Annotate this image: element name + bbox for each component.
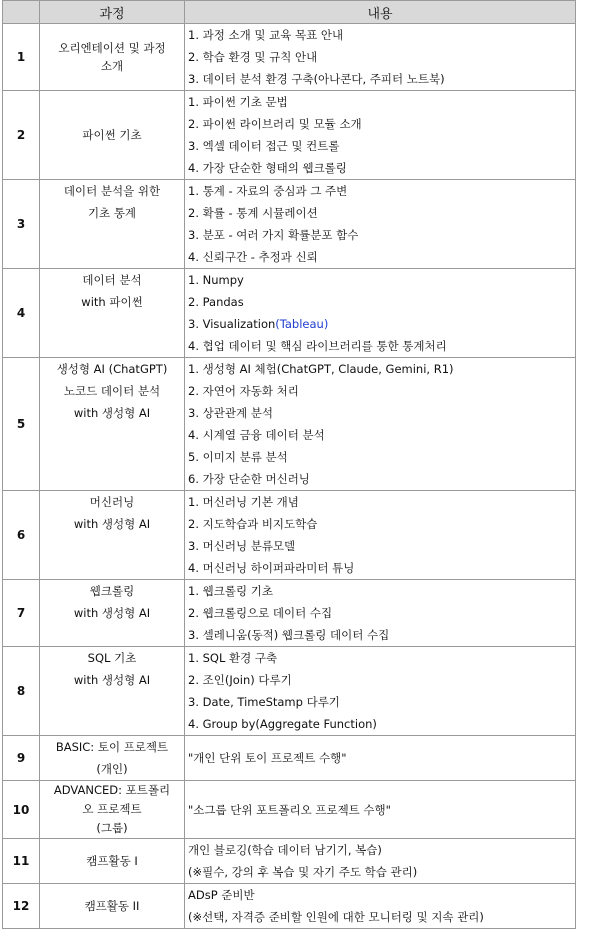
row-content [185, 491, 576, 580]
row-title-line: (개인) [96, 762, 128, 776]
content-item: "개인 단위 토이 프로젝트 수행" [188, 751, 347, 765]
row-number: 4 [3, 269, 40, 358]
row-title-line: 데이터 분석을 위한 [63, 184, 161, 198]
content-item: 1. 생성형 AI 체험(ChatGPT, Claude, Gemini, R1) [188, 362, 454, 376]
row-title [40, 580, 185, 647]
row-content [185, 839, 576, 884]
row-title-line: 파이썬 기초 [82, 128, 142, 142]
row-content [185, 91, 576, 180]
row-title [40, 180, 185, 269]
row-number: 2 [3, 91, 40, 180]
row-title-line: with 생성형 AI [73, 406, 151, 420]
content-item: 2. 웹크롤링으로 데이터 수집 [188, 606, 333, 620]
content-item: 4. 시계열 금융 데이터 분석 [188, 428, 325, 442]
row-title-line: with 생성형 AI [73, 517, 151, 531]
content-item: 4. 가장 단순한 형태의 웹크롤링 [188, 161, 347, 175]
row-title-line: 소개 [100, 59, 124, 73]
row-title [40, 491, 185, 580]
content-item: (※선택, 자격증 준비할 인원에 대한 모니터링 및 지속 관리) [188, 910, 484, 924]
content-item: (※필수, 강의 후 복습 및 자기 주도 학습 관리) [188, 865, 418, 879]
row-content [185, 736, 576, 781]
row-title [40, 839, 185, 884]
row-title-line: 캠프활동 II [84, 899, 140, 913]
row-number: 3 [3, 180, 40, 269]
content-item: 개인 블로깅(학습 데이터 남기기, 복습) [188, 843, 382, 857]
table-row [3, 24, 576, 91]
row-title-line: 오 프로젝트 [82, 802, 142, 816]
row-number: 5 [3, 358, 40, 491]
row-content [185, 358, 576, 491]
row-title-line: (그룹) [96, 821, 128, 835]
content-item: "소그룹 단위 포트폴리오 프로젝트 수행" [188, 802, 391, 817]
content-item: 1. 통계 - 자료의 중심과 그 주변 [188, 184, 348, 198]
content-item [185, 313, 575, 335]
content-item: 1. SQL 환경 구축 [188, 651, 278, 665]
content-item: 3. 상관관계 분석 [188, 406, 273, 420]
row-number: 11 [3, 839, 40, 884]
table-row [3, 781, 576, 839]
row-number: 6 [3, 491, 40, 580]
row-title [40, 269, 185, 358]
curriculum-table [2, 0, 576, 929]
content-item: ADsP 준비반 [188, 888, 255, 902]
row-title-line: 머신러닝 [89, 495, 135, 509]
content-item: 1. 웹크롤링 기초 [188, 584, 273, 598]
row-title-line: ADVANCED: 포트폴리 [53, 783, 171, 797]
row-title-line: with 파이썬 [81, 295, 143, 309]
row-title-line: 노코드 데이터 분석 [63, 384, 161, 398]
row-content [185, 24, 576, 91]
table-row [3, 736, 576, 781]
content-item: 2. Pandas [188, 295, 244, 309]
row-title [40, 358, 185, 491]
row-title-line: BASIC: 토이 프로젝트 [55, 740, 169, 754]
row-number: 8 [3, 647, 40, 736]
content-item: 6. 가장 단순한 머신러닝 [188, 472, 310, 486]
row-title-line: 기초 통계 [87, 206, 137, 220]
content-item: 1. 과정 소개 및 교육 목표 안내 [188, 28, 344, 42]
table-row [3, 839, 576, 884]
content-item: 4. 협업 데이터 및 핵심 라이브러리를 통한 통계처리 [188, 339, 447, 353]
row-number: 12 [3, 884, 40, 929]
content-item: 2. 자연어 자동화 처리 [188, 384, 299, 398]
content-item: 2. 조인(Join) 다루기 [188, 673, 292, 687]
content-item: 4. 머신러닝 하이퍼파라미터 튜닝 [188, 561, 355, 575]
row-title-line: with 생성형 AI [73, 606, 151, 620]
row-title [40, 781, 185, 839]
content-item: 4. Group by(Aggregate Function) [188, 717, 377, 731]
table-row [3, 91, 576, 180]
row-number: 9 [3, 736, 40, 781]
table-row [3, 647, 576, 736]
table-header-row [3, 1, 576, 24]
content-item: 3. 엑셀 데이터 접근 및 컨트롤 [188, 139, 340, 153]
table-row [3, 491, 576, 580]
row-title-line: 캠프활동 I [86, 854, 138, 868]
row-title-line: 데이터 분석 [82, 273, 142, 287]
header-number [3, 1, 40, 24]
content-item: 3. 분포 - 여러 가지 확률분포 함수 [188, 228, 359, 242]
tableau-highlight: (Tableau) [275, 317, 329, 331]
content-item: 5. 이미지 분류 분석 [188, 450, 288, 464]
row-title [40, 736, 185, 781]
content-item: 3. 셀레니움(동적) 웹크롤링 데이터 수집 [188, 628, 390, 642]
row-content [185, 269, 576, 358]
row-number: 7 [3, 580, 40, 647]
table-row [3, 884, 576, 929]
content-item: 1. 파이썬 기초 문법 [188, 95, 288, 109]
row-title-line: 생성형 AI (ChatGPT) [56, 362, 168, 376]
table-row [3, 180, 576, 269]
content-item: 2. 학습 환경 및 규칙 안내 [188, 50, 318, 64]
row-title-line: 웹크롤링 [89, 584, 135, 598]
content-item: 1. Numpy [188, 273, 244, 287]
content-item: 3. 머신러닝 분류모델 [188, 539, 296, 553]
content-item-text: 3. Visualization [188, 317, 276, 331]
row-title [40, 647, 185, 736]
content-item: 4. 신뢰구간 - 추정과 신뢰 [188, 250, 318, 264]
row-title-line: with 생성형 AI [73, 673, 151, 687]
content-item: 2. 지도학습과 비지도학습 [188, 517, 318, 531]
header-course: 과정 [40, 1, 185, 24]
row-content [185, 580, 576, 647]
table-row [3, 358, 576, 491]
row-content [185, 781, 576, 839]
row-content [185, 884, 576, 929]
row-title-line: 오리엔테이션 및 과정 [58, 41, 166, 55]
content-item: 1. 머신러닝 기본 개념 [188, 495, 299, 509]
row-number: 1 [3, 24, 40, 91]
content-item: 3. Date, TimeStamp 다루기 [188, 695, 340, 709]
content-item: 2. 파이썬 라이브러리 및 모듈 소개 [188, 117, 362, 131]
row-content [185, 180, 576, 269]
row-content [185, 647, 576, 736]
row-title [40, 884, 185, 929]
table-row [3, 580, 576, 647]
content-item: 3. 데이터 분석 환경 구축(아나콘다, 주피터 노트북) [188, 72, 445, 86]
row-number: 10 [3, 781, 40, 839]
content-item: 2. 확률 - 통계 시뮬레이션 [188, 206, 318, 220]
table-row [3, 269, 576, 358]
row-title [40, 24, 185, 91]
row-title-line: SQL 기초 [87, 651, 137, 665]
header-content: 내용 [185, 1, 576, 24]
row-title [40, 91, 185, 180]
